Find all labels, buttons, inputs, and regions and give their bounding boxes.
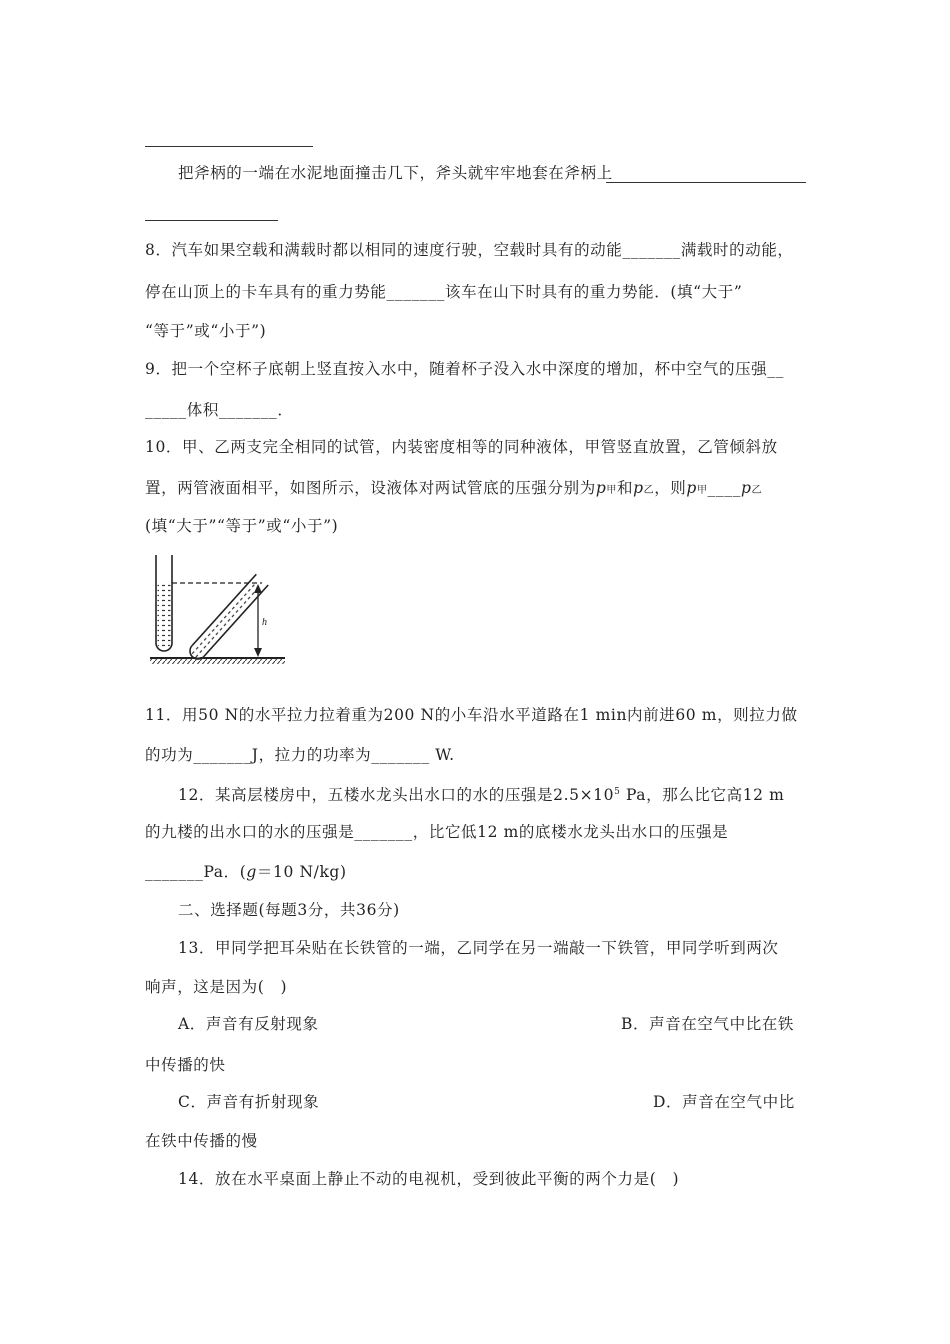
- question-13-line1: 13．甲同学把耳朵贴在长铁管的一端，乙同学在另一端敲一下铁管，甲同学听到两次: [178, 939, 779, 957]
- option-a: A．声音有反射现象: [178, 1015, 319, 1033]
- answer-blank-line: [145, 146, 313, 147]
- question-10-line1: 10．甲、乙两支完全相同的试管，内装密度相等的同种液体，甲管竖直放置，乙管倾斜放: [145, 438, 778, 456]
- question-8-line3: “等于”或“小于”): [145, 322, 267, 340]
- question-11-line2: 的功为_______J，拉力的功率为_______ W.: [145, 746, 455, 764]
- answer-blank-line: [145, 220, 278, 221]
- question-9-line1: 9．把一个空杯子底朝上竖直按入水中，随着杯子没入水中深度的增加，杯中空气的压强__: [145, 360, 784, 378]
- question-12-line1: 12．某高层楼房中，五楼水龙头出水口的水的压强是$2.5\times 10^5$ Pa，那么比它高12 m: [178, 786, 785, 804]
- question-9-line2: _____体积_______．: [145, 401, 294, 419]
- question-8-line1: 8．汽车如果空载和满载时都以相同的速度行驶，空载时具有的动能_______满载时的动能，: [145, 241, 794, 259]
- question-12-line3: _______Pa．(g＝10 N/kg): [145, 863, 347, 881]
- section-heading: 二、选择题(每题3分，共36分): [178, 901, 400, 919]
- question-12-line2: 的九楼的出水口的水的压强是_______，比它低12 m的底楼水龙头出水口的压强是: [145, 823, 729, 841]
- answer-blank-line: [606, 182, 806, 183]
- axe-handle-text: 把斧柄的一端在水泥地面撞击几下，斧头就牢牢地套在斧柄上: [178, 164, 613, 182]
- option-d-continued: 在铁中传播的慢: [145, 1132, 258, 1150]
- question-11-line1: 11．用50 N的水平拉力拉着重为200 N的小车沿水平道路在1 min内前进60 m，则拉力做: [145, 706, 798, 724]
- test-tubes-figure: [150, 553, 290, 665]
- option-b: B．声音在空气中比在铁: [621, 1015, 794, 1033]
- question-10-line3: (填“大于”“等于”或“小于”): [145, 517, 339, 535]
- option-c: C．声音有折射现象: [178, 1093, 320, 1111]
- question-10-line2: 置，两管液面相平，如图所示，设液体对两试管底的压强分别为p甲和p乙，则p甲____p乙: [145, 479, 763, 497]
- question-14-line1: 14．放在水平桌面上静止不动的电视机，受到彼此平衡的两个力是( ): [178, 1170, 680, 1188]
- question-8-line2: 停在山顶上的卡车具有的重力势能_______该车在山下时具有的重力势能．(填“大于”: [145, 283, 743, 301]
- question-13-line2: 响声，这是因为( ): [145, 978, 288, 996]
- option-d: D．声音在空气中比: [653, 1093, 795, 1111]
- option-b-continued: 中传播的快: [145, 1056, 226, 1074]
- height-label: h: [262, 617, 267, 628]
